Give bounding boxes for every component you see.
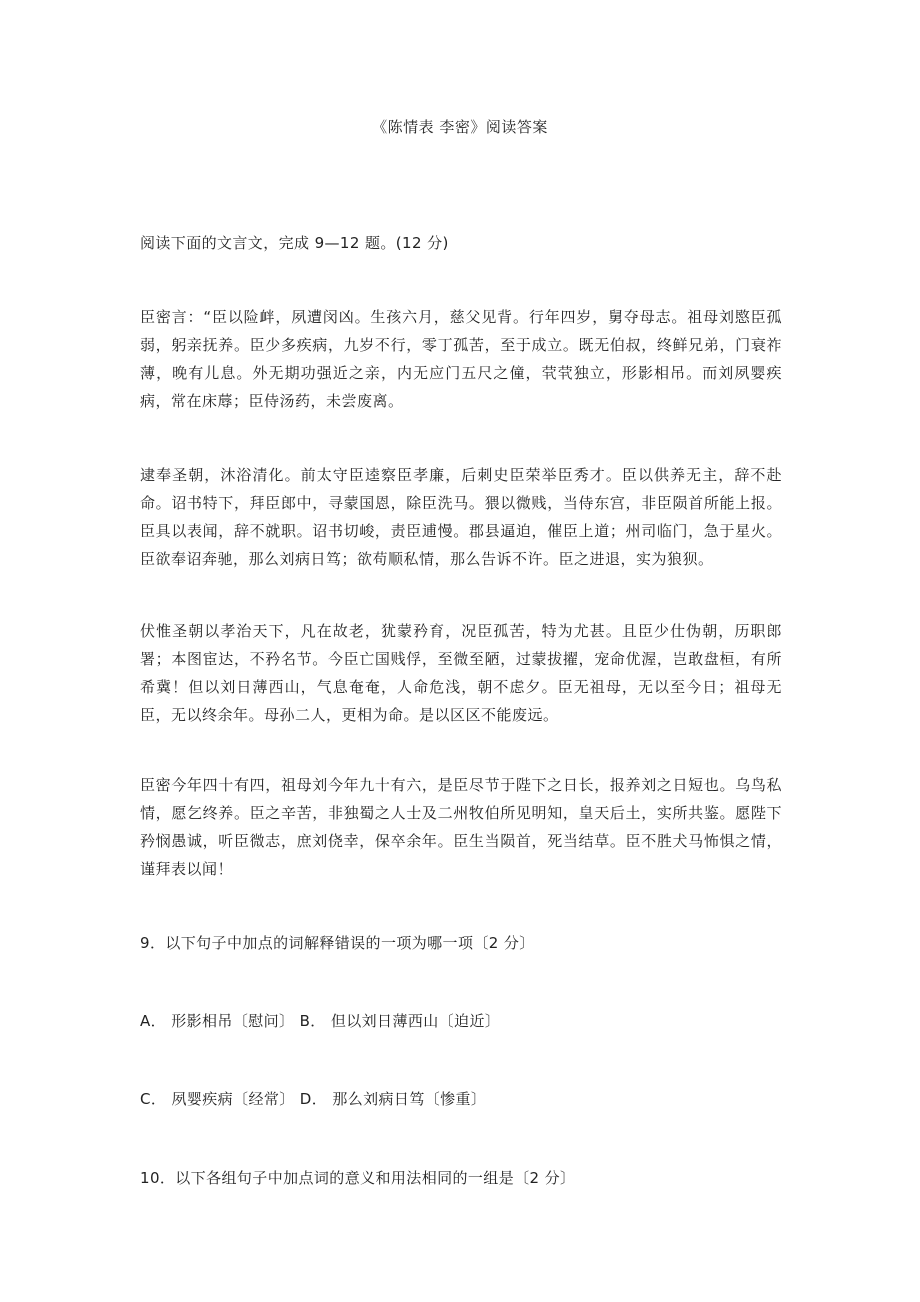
- passage-paragraph-3: 伏惟圣朝以孝治天下，凡在故老，犹蒙矜育，况臣孤苦，特为尤甚。且臣少仕伪朝，历职郎署；本图宦达，不矜名节。今臣亡国贱俘，至微至陋，过蒙拔擢，宠命优渥，岂敢盘桓，有所希冀！但以刘日薄西山，气息奄奄，人命危浅，朝不虑夕。臣无祖母，无以至今日；祖母无臣，无以终余年。母孙二人，更相为命。是以区区不能废远。: [140, 622, 782, 724]
- page-title: 《陈情表 李密》阅读答案: [372, 118, 548, 136]
- question-9-options-a-b: A． 形影相吊〔慰问〕 B． 但以刘日薄西山〔迫近〕: [140, 1012, 501, 1030]
- passage-paragraph-2: 逮奉圣朝，沐浴清化。前太守臣逵察臣孝廉，后刺史臣荣举臣秀才。臣以供养无主，辞不赴命。诏书特下，拜臣郎中，寻蒙国恩，除臣洗马。猥以微贱，当侍东宫，非臣陨首所能上报。臣具以表闻，辞不就职。诏书切峻，责臣逋慢。郡县逼迫，催臣上道；州司临门，急于星火。臣欲奉诏奔驰，那么刘病日笃；欲苟顺私情，那么告诉不许。臣之进退，实为狼狈。: [140, 466, 782, 568]
- question-10-stem: 10．以下各组句子中加点词的意义和用法相同的一组是〔2 分〕: [140, 1169, 576, 1187]
- passage-paragraph-4: 臣密今年四十有四，祖母刘今年九十有六，是臣尽节于陛下之日长，报养刘之日短也。乌鸟私情，愿乞终养。臣之辛苦，非独蜀之人士及二州牧伯所见明知，皇天后土，实所共鉴。愿陛下矜悯愚诚，听臣微志，庶刘侥幸，保卒余年。臣生当陨首，死当结草。臣不胜犬马怖惧之情，谨拜表以闻！: [140, 776, 782, 878]
- passage-paragraph-1: 臣密言：“臣以险衅，夙遭闵凶。生孩六月，慈父见背。行年四岁，舅夺母志。祖母刘愍臣孤弱，躬亲抚养。臣少多疾病，九岁不行，零丁孤苦，至于成立。既无伯叔，终鲜兄弟，门衰祚薄，晚有儿息。外无期功强近之亲，内无应门五尺之僮，茕茕独立，形影相吊。而刘夙婴疾病，常在床蓐；臣侍汤药，未尝废离。: [140, 308, 782, 410]
- question-9-options-c-d: C． 夙婴疾病〔经常〕 D． 那么刘病日笃〔惨重〕: [140, 1090, 487, 1108]
- question-9-stem: 9．以下句子中加点的词解释错误的一项为哪一项〔2 分〕: [140, 934, 535, 952]
- reading-instruction: 阅读下面的文言文，完成 9—12 题。(12 分): [140, 234, 449, 252]
